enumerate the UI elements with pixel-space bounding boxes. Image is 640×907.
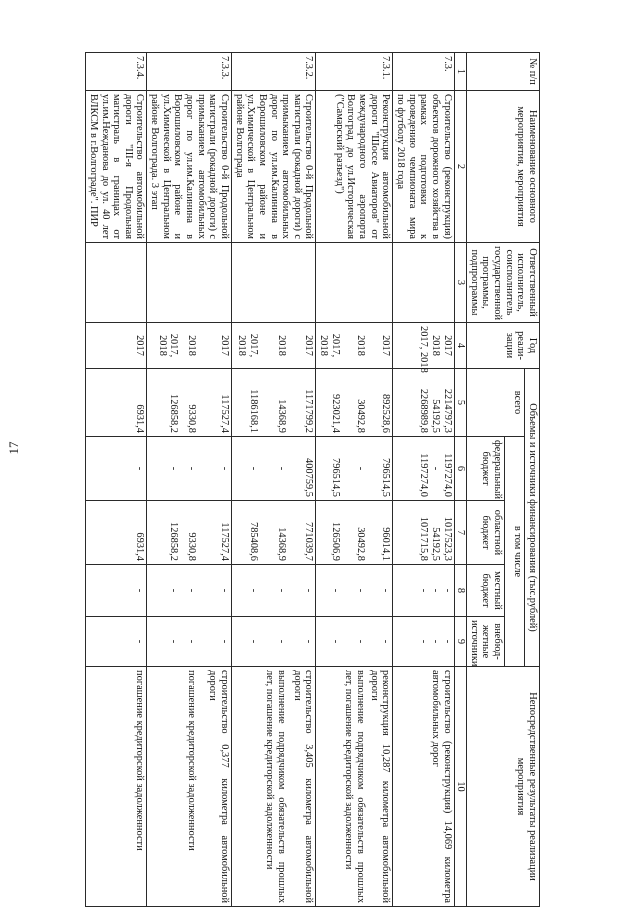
- row-result: реконструкция 10,287 километра автомобильной дороги: [367, 667, 393, 907]
- total-value: 2268989,8: [418, 388, 430, 433]
- row-result: строительство 3,405 километра автомобильной дороги: [288, 667, 316, 907]
- row-result: [316, 667, 342, 907]
- financing-table: [85, 52, 540, 907]
- header-executor: Ответственный исполнитель, соисполнитель государственной программы, подпрограммы: [467, 243, 540, 323]
- regional-value: 96014,1: [367, 501, 393, 565]
- row-number: 7.3.: [393, 53, 454, 91]
- column-number: 1: [454, 53, 467, 91]
- row-executor: [231, 243, 315, 323]
- rotated-page: [64, 52, 540, 906]
- local-value: -: [316, 565, 342, 617]
- local-value: -: [288, 565, 316, 617]
- regional-value: 785408,6: [231, 501, 259, 565]
- total-value: 9330,8: [180, 369, 198, 437]
- total-value: 117527,4: [198, 369, 231, 437]
- regional-value: 1071715,8: [418, 516, 430, 561]
- regional-value: 126858,2: [147, 501, 180, 565]
- total-value: 6931,4: [86, 369, 147, 437]
- local-value: -: [418, 588, 430, 593]
- header-federal: федеральный бюджет: [467, 437, 505, 501]
- extra-value: -: [316, 617, 342, 667]
- extra-value: -: [260, 617, 288, 667]
- federal-value: -: [180, 437, 198, 501]
- header-extrabudget: внебюд-жетные источники: [467, 617, 505, 667]
- local-value: -: [86, 565, 147, 617]
- year-value: 2018: [429, 335, 441, 356]
- extra-value: -: [231, 617, 259, 667]
- federal-value: -: [260, 437, 288, 501]
- total-value: 1171799,2: [288, 369, 316, 437]
- row-result: [147, 667, 180, 907]
- total-value: 126858,2: [147, 369, 180, 437]
- extra-value: -: [180, 617, 198, 667]
- row-result: погашение кредиторской задолженности: [86, 667, 147, 907]
- extra-value: -: [288, 617, 316, 667]
- row-executor: [86, 243, 147, 323]
- row-number: 7.3.3.: [147, 53, 231, 91]
- row-name: Строительство (реконструкция) объектов дорожного хозяйства в рамках подготовки к проведению чемпионата мира по футболу 2018 года: [393, 91, 454, 243]
- extra-value: -: [198, 617, 231, 667]
- column-number: 8: [454, 565, 467, 617]
- extra-value: -: [441, 639, 453, 644]
- row-federal: [393, 437, 454, 501]
- header-including: в том числе: [505, 437, 525, 667]
- row-years: [393, 323, 454, 373]
- column-number: 7: [454, 501, 467, 565]
- row-result: [231, 667, 259, 907]
- year-value: 2017: [441, 335, 453, 356]
- table-row: [367, 53, 393, 907]
- local-value: -: [342, 565, 367, 617]
- column-number: 10: [454, 667, 467, 907]
- total-value: 923021,4: [316, 369, 342, 437]
- year-value: 2017, 2018: [418, 326, 430, 373]
- federal-value: -: [231, 437, 259, 501]
- local-value: -: [198, 565, 231, 617]
- regional-value: 54192,5: [429, 527, 441, 561]
- regional-value: 30492,8: [342, 501, 367, 565]
- column-number: 5: [454, 369, 467, 437]
- federal-value: -: [86, 437, 147, 501]
- local-value: -: [231, 565, 259, 617]
- regional-value: 117527,4: [198, 501, 231, 565]
- federal-value: 1197274,0: [418, 453, 430, 497]
- regional-value: 14368,9: [260, 501, 288, 565]
- federal-value: -: [198, 437, 231, 501]
- row-executor: [393, 243, 454, 323]
- total-value: 2214797,3: [441, 388, 453, 433]
- table-row: [288, 53, 316, 907]
- year-value: 2017, 2018: [316, 323, 342, 369]
- federal-value: -: [147, 437, 180, 501]
- header-row-1: [525, 53, 540, 907]
- extra-value: -: [367, 617, 393, 667]
- row-name: Строительство автомобильной дороги "III-я Продольная магистраль в границах от ул.им.Нежданова до ул. 40 лет ВЛКСМ в г.Волгограде". ПИР: [86, 91, 147, 243]
- year-value: 2017: [367, 323, 393, 369]
- header-local: местный бюджет: [467, 565, 505, 617]
- federal-value: 1197274,0: [441, 453, 453, 497]
- row-regional: [393, 501, 454, 565]
- federal-value: 796514,5: [367, 437, 393, 501]
- year-value: 2017: [86, 323, 147, 369]
- column-number: 2: [454, 91, 467, 243]
- row-name: Строительство 0-й Продольной магистрали (рокадной дороги) с примыканием автомобильных дорог по ул.им.Калинина в Ворошиловском районе и ул.Химической в Центральном районе Волгограда. 3 этап: [147, 91, 231, 243]
- header-results: Непосредственные результаты реализации мероприятия: [467, 667, 540, 907]
- table-row: [198, 53, 231, 907]
- year-value: 2018: [180, 323, 198, 369]
- header-num: № п/п: [467, 53, 540, 91]
- extra-value: -: [429, 639, 441, 644]
- year-value: 2017, 2018: [147, 323, 180, 369]
- table-row: [86, 53, 147, 907]
- row-total: [393, 369, 454, 437]
- total-value: 54192,5: [429, 399, 441, 433]
- row-result: строительство (реконструкция) 14,069 километра автомобильных дорог: [393, 667, 454, 907]
- local-value: -: [367, 565, 393, 617]
- total-value: 1186168,1: [231, 369, 259, 437]
- row-result: выполнение подрядчиком обязательств прошлых лет, погашение кредиторской задолженности: [260, 667, 288, 907]
- row-name: Строительство 0-й Продольной магистрали (рокадной дороги) с примыканием автомобильных дорог по ул.им.Калинина в Ворошиловском районе и ул.Химической в Центральном районе Волгограда: [231, 91, 315, 243]
- column-numbers-row: [454, 53, 467, 907]
- local-value: -: [147, 565, 180, 617]
- local-value: -: [260, 565, 288, 617]
- year-value: 2018: [342, 323, 367, 369]
- row-local: [393, 565, 454, 617]
- column-number: 9: [454, 617, 467, 667]
- year-value: 2017: [198, 323, 231, 369]
- year-value: 2018: [260, 323, 288, 369]
- header-regional: областной бюджет: [467, 501, 505, 565]
- row-executor: [147, 243, 231, 323]
- row-extra: [393, 617, 454, 667]
- federal-value: 796514,5: [316, 437, 342, 501]
- extra-value: -: [418, 639, 430, 644]
- column-number: 4: [454, 323, 467, 369]
- row-number: 7.3.4.: [86, 53, 147, 91]
- regional-value: 126506,9: [316, 501, 342, 565]
- row-result: погашение кредиторской задолженности: [180, 667, 198, 907]
- extra-value: -: [147, 617, 180, 667]
- local-value: -: [180, 565, 198, 617]
- column-number: 3: [454, 243, 467, 323]
- total-value: 14368,9: [260, 369, 288, 437]
- extra-value: -: [342, 617, 367, 667]
- year-value: 2017, 2018: [231, 323, 259, 369]
- row-name: Реконструкция автомобильной дороги "Шоссе Авиаторов" от международного аэропорта Волгоград до ул.Историческая ("Самарский разъезд"): [316, 91, 393, 243]
- regional-value: 9330,8: [180, 501, 198, 565]
- table-row: [393, 53, 454, 907]
- federal-value: -: [342, 437, 367, 501]
- local-value: -: [441, 588, 453, 593]
- extra-value: -: [86, 617, 147, 667]
- page-number: 17: [6, 441, 21, 455]
- federal-value: 400759,5: [288, 437, 316, 501]
- local-value: -: [429, 588, 441, 593]
- header-year: Год реали-зации: [467, 323, 540, 369]
- header-volumes: Объемы и источники финансирования (тыс.рублей): [525, 369, 540, 667]
- regional-value: 1017523,3: [441, 516, 453, 561]
- row-result: строительство 0,377 километра автомобильной дороги: [198, 667, 231, 907]
- row-number: 7.3.1.: [316, 53, 393, 91]
- total-value: 30492,8: [342, 369, 367, 437]
- column-number: 6: [454, 437, 467, 501]
- regional-value: 771039,7: [288, 501, 316, 565]
- header-total: всего: [467, 369, 525, 437]
- total-value: 892528,6: [367, 369, 393, 437]
- row-executor: [316, 243, 393, 323]
- row-number: 7.3.2.: [231, 53, 315, 91]
- federal-value: -: [429, 466, 441, 471]
- year-value: 2017: [288, 323, 316, 369]
- header-name: Наименование основного мероприятия, мероприятия: [467, 91, 540, 243]
- row-result: выполнение подрядчиком обязательств прошлых лет, погашение кредиторской задолженности: [342, 667, 367, 907]
- regional-value: 6931,4: [86, 501, 147, 565]
